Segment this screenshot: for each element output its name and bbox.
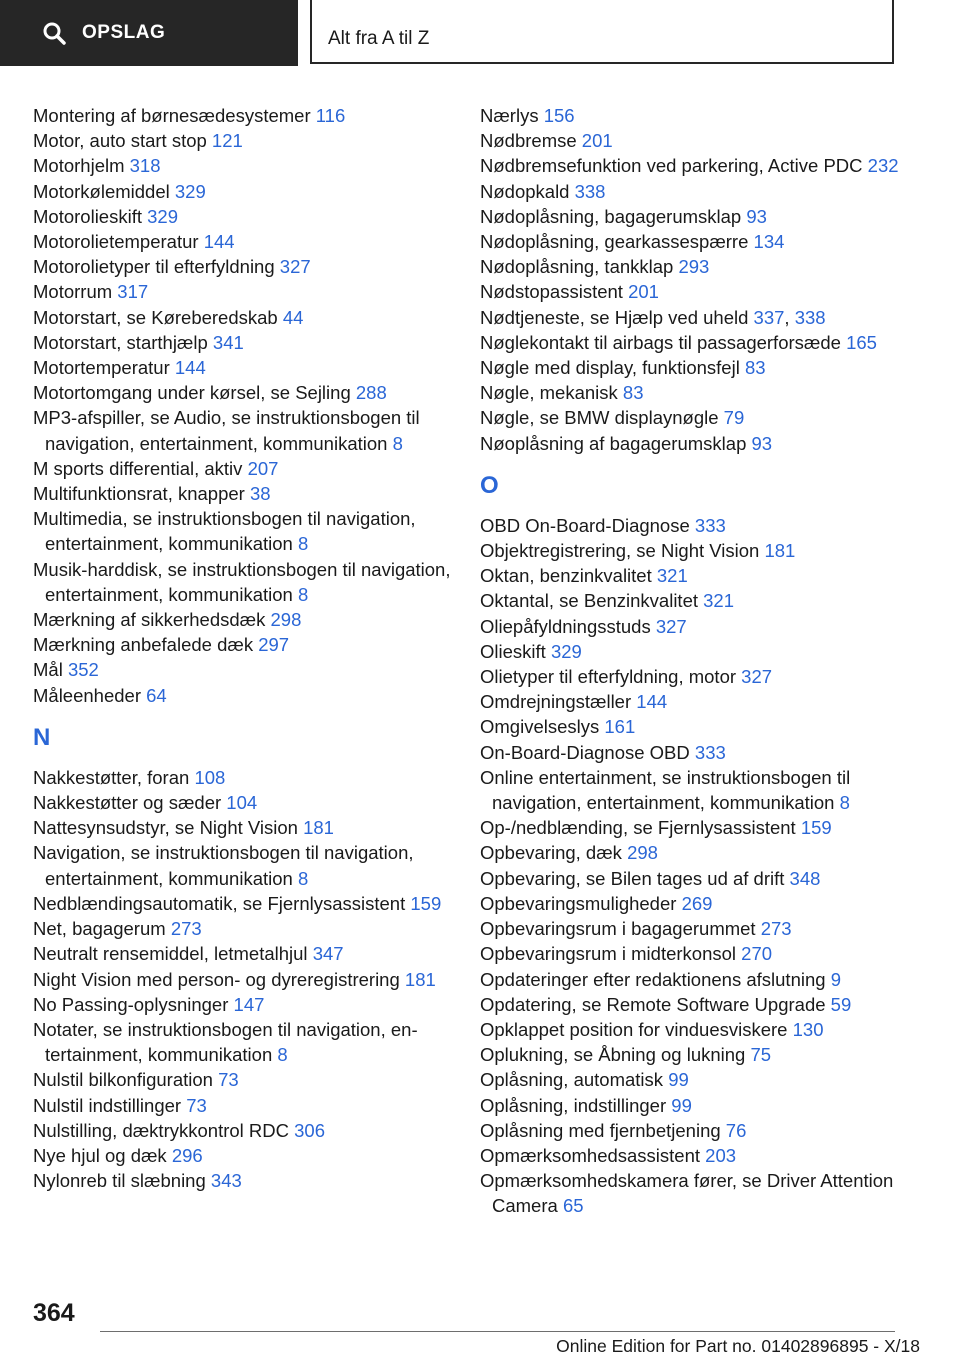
index-entry-text: M sports differential, aktiv: [33, 457, 248, 479]
index-entry-text: Nulstilling, dæktrykkontrol RDC: [33, 1119, 295, 1141]
index-entry-text: Nærlys: [480, 105, 544, 126]
page-link[interactable]: 288: [355, 382, 387, 404]
index-entry-text: Op-/nedblænding, se Fjernlysassistent: [480, 817, 801, 839]
footer-edition: Online Edition for Part no. 01402896895 - X/18: [556, 1336, 920, 1356]
index-entry-text: Motorstart, se Køreberedskab: [33, 306, 283, 328]
index-entry: [480, 639, 910, 664]
index-entry-text: Opmærksomhedskamera fører, se Driver Attention Camera: [480, 1170, 894, 1217]
page-link[interactable]: 201: [581, 130, 613, 152]
page-link[interactable]: 269: [681, 892, 713, 914]
page-link[interactable]: 297: [258, 634, 290, 656]
section-tab[interactable]: [0, 0, 298, 66]
page-link[interactable]: 161: [604, 716, 636, 738]
index-entry: [33, 1093, 463, 1118]
page-link[interactable]: 327: [279, 256, 311, 278]
index-entry-text: Motorkølemiddel: [33, 180, 175, 202]
index-entry: [480, 1042, 910, 1067]
index-entry-text: Olieskift: [480, 640, 551, 662]
index-entry-text: No Passing-oplysninger: [33, 993, 234, 1015]
index-entry: [33, 279, 463, 304]
page-link[interactable]: 341: [212, 331, 244, 353]
page-link[interactable]: 329: [550, 640, 582, 662]
index-entry: [33, 380, 463, 405]
index-entry: [33, 891, 463, 916]
index-entry-text: Nøgle, mekanisk: [480, 382, 623, 404]
index-entry: [480, 538, 910, 563]
chapter-header: [310, 0, 894, 64]
footer-divider: [100, 1331, 895, 1332]
page-link[interactable]: 99: [668, 1069, 689, 1091]
index-entry: [480, 815, 910, 840]
index-entry: [480, 689, 910, 714]
index-entry: [480, 305, 910, 330]
index-entry: [480, 254, 910, 279]
index-entry: [480, 664, 910, 689]
index-entry: [480, 866, 910, 891]
index-entry: [480, 588, 910, 613]
page-link[interactable]: 207: [247, 457, 279, 479]
page-link[interactable]: 273: [170, 918, 202, 940]
index-entry: [33, 1118, 463, 1143]
page-link[interactable]: 298: [270, 609, 302, 631]
page-link[interactable]: 159: [410, 892, 442, 914]
page-number: 364: [33, 1299, 75, 1327]
index-entry-text: Motortemperatur: [33, 357, 175, 379]
page-link[interactable]: 121: [211, 130, 243, 152]
page-link[interactable]: 8: [277, 1044, 288, 1066]
page-link[interactable]: 317: [117, 281, 149, 303]
page-link[interactable]: 327: [655, 615, 687, 637]
index-entry: [480, 153, 910, 178]
page-link[interactable]: 93: [746, 205, 767, 227]
index-entry: [480, 330, 910, 355]
index-entry: [33, 103, 463, 128]
index-letter-heading: O: [480, 471, 499, 499]
index-entry-text: Nattesynsudstyr, se Night Vision: [33, 817, 304, 839]
page-link[interactable]: 83: [622, 382, 644, 404]
index-entry: [33, 765, 463, 790]
index-entry: [480, 1143, 910, 1168]
page-link[interactable]: 159: [800, 817, 832, 839]
index-entry: [480, 103, 910, 128]
index-entry: [33, 1143, 463, 1168]
index-entry-text: On-Board-Diagnose OBD: [480, 741, 695, 763]
index-entry-text: Motortomgang under kørsel, se Sejling: [33, 382, 356, 404]
page-link[interactable]: 144: [636, 691, 668, 713]
index-entry: [33, 254, 463, 279]
page-link[interactable]: 296: [171, 1144, 203, 1166]
page-link[interactable]: 318: [129, 155, 161, 177]
page-link[interactable]: 181: [303, 817, 334, 839]
page-link[interactable]: 8: [297, 583, 309, 605]
index-entry-text: Navigation, se instruktionsbogen til navigation, entertainment, kommunikation: [33, 842, 414, 889]
index-entry-text: Mærkning af sikkerhedsdæk: [33, 609, 271, 631]
index-entry: [33, 305, 463, 330]
index-entry: [33, 916, 463, 941]
page-link[interactable]: 130: [792, 1018, 824, 1040]
index-entry: [33, 506, 463, 556]
index-entry-text: Oplåsning, automatisk: [480, 1069, 669, 1091]
index-entry-text: Objektregistrering, se Night Vision: [480, 540, 765, 562]
index-entry-text: Nakkestøtter og sæder: [33, 792, 227, 814]
index-entry-text: Motorolieskift: [33, 205, 148, 227]
index-entry: [33, 229, 463, 254]
index-entry: [480, 916, 910, 941]
index-entry: [33, 967, 463, 992]
index-entry: [33, 657, 463, 682]
index-entry: [480, 279, 910, 304]
index-entry: [33, 632, 463, 657]
index-entry-text: Oplukning, se Åbning og lukning: [480, 1044, 751, 1066]
index-entry-text: Nylonreb til slæbning: [33, 1170, 211, 1192]
page-link[interactable]: 156: [543, 105, 575, 126]
index-entry-text: Opbevaring, se Bilen tages ud af drift: [480, 867, 790, 889]
index-entry-text: Montering af børnesædesystemer: [33, 105, 316, 126]
page-link[interactable]: 9: [830, 968, 841, 990]
index-entry: [480, 714, 910, 739]
index-column-left: [33, 103, 463, 1193]
index-entry-text: Musik-harddisk, se instruktionsbogen til navigation, entertainment, kommunikation: [33, 558, 451, 605]
page-link[interactable]: 337: [753, 306, 785, 328]
index-entry-text: Net, bagagerum: [33, 918, 171, 940]
index-entry: [480, 128, 910, 153]
page-link[interactable]: 293: [678, 256, 710, 278]
index-entry-text: Olietyper til efterfyldning, motor: [480, 666, 742, 688]
index-entry: [480, 941, 910, 966]
page-link[interactable]: 333: [694, 514, 726, 536]
index-entry-text: Night Vision med person- og dyreregistrering: [33, 968, 405, 990]
index-entry: [33, 128, 463, 153]
page-link[interactable]: 203: [705, 1144, 737, 1166]
page-link[interactable]: 64: [146, 684, 167, 706]
index-entry: [33, 607, 463, 632]
index-entry: [33, 992, 463, 1017]
index-entry: [33, 683, 463, 708]
index-entry: [480, 967, 910, 992]
index-entry: [480, 204, 910, 229]
page-link[interactable]: 104: [226, 792, 258, 814]
index-entry: [33, 1017, 463, 1067]
index-entry-text: Nødoplåsning, gearkassespærre: [480, 231, 754, 253]
index-entry-text: Multimedia, se instruktionsbogen til navigation, entertainment, kommunikation: [33, 508, 416, 555]
page-link[interactable]: 83: [744, 357, 766, 379]
page-link[interactable]: 306: [294, 1119, 325, 1141]
index-entry: [33, 330, 463, 355]
page-link[interactable]: 79: [723, 407, 745, 429]
index-entry-text: Nødtjeneste, se Hjælp ved uheld: [480, 306, 754, 328]
index-entry-text: Nedblændingsautomatik, se Fjernlysassistent: [33, 892, 411, 914]
index-entry: [480, 1168, 910, 1218]
page-link[interactable]: 343: [210, 1170, 242, 1192]
index-entry-text: Opbevaringsmuligheder: [480, 892, 682, 914]
index-column-right: [480, 103, 910, 1219]
index-entry-text: Nulstil bilkonfiguration: [33, 1069, 219, 1091]
index-entry-text: Nødstopassistent: [480, 281, 629, 303]
index-entry-text: Nødbremsefunktion ved parkering, Active PDC: [480, 155, 868, 177]
index-entry-text: Opdatering, se Remote Software Upgrade: [480, 993, 831, 1015]
index-entry-text: Opbevaringsrum i bagagerummet: [480, 918, 761, 940]
index-entry-text: Nødopkald: [480, 180, 575, 202]
index-entry-text: Oliepåfyldningsstuds: [480, 615, 656, 637]
index-entry: [480, 840, 910, 865]
index-entry: [33, 557, 463, 607]
page-link[interactable]: 321: [656, 565, 688, 587]
index-entry-text: Omdrejningstæller: [480, 691, 637, 713]
page-link[interactable]: 147: [233, 993, 265, 1015]
page-link[interactable]: 352: [67, 659, 99, 681]
index-entry: [33, 815, 463, 840]
page-link[interactable]: 134: [753, 231, 785, 253]
index-entry-text: Måleenheder: [33, 684, 147, 706]
index-entry: [33, 456, 463, 481]
index-entry: [33, 840, 463, 890]
index-entry: [480, 765, 910, 815]
index-entry: [33, 481, 463, 506]
page-link[interactable]: 181: [404, 968, 436, 990]
page-link[interactable]: 73: [218, 1069, 239, 1091]
index-entry: [480, 563, 910, 588]
index-entry: [480, 1093, 910, 1118]
index-entry-text: Motorhjelm: [33, 155, 130, 177]
page-link[interactable]: 338: [794, 306, 826, 328]
index-entry-text: Nøgle, se BMW displaynøgle: [480, 407, 724, 429]
index-entry-text: Nødoplåsning, bagagerumsklap: [480, 205, 747, 227]
page-link[interactable]: 144: [203, 231, 235, 253]
index-letter-heading: N: [33, 723, 51, 751]
index-entry-text: Opbevaring, dæk: [480, 842, 628, 864]
page-link[interactable]: 76: [725, 1119, 747, 1141]
index-entry-text: Multifunktionsrat, knapper: [33, 483, 250, 505]
page-link[interactable]: 201: [628, 281, 659, 303]
page-link[interactable]: 348: [789, 867, 821, 889]
page-separator: ,: [784, 306, 795, 328]
index-entry-text: Motorstart, starthjælp: [33, 331, 213, 353]
search-icon: [42, 21, 66, 45]
index-entry: [33, 790, 463, 815]
index-entry: [33, 179, 463, 204]
index-entry: [480, 1118, 910, 1143]
index-entry-text: Mærkning anbefalede dæk: [33, 634, 259, 656]
page-link[interactable]: 44: [282, 306, 304, 328]
index-entry-text: Nødbremse: [480, 130, 582, 152]
page-link[interactable]: 108: [194, 766, 226, 788]
page-link[interactable]: 59: [830, 993, 852, 1015]
index-entry-text: Nye hjul og dæk: [33, 1144, 172, 1166]
index-entry-text: Motorolietyper til efterfyldning: [33, 256, 280, 278]
index-entry-text: Nøgle med display, funktionsfejl: [480, 357, 745, 379]
index-entry: [33, 1168, 463, 1193]
index-entry: [480, 1017, 910, 1042]
index-entry: [480, 380, 910, 405]
page-link[interactable]: 321: [703, 590, 735, 612]
index-entry: [480, 614, 910, 639]
index-entry-text: Nakkestøtter, foran: [33, 766, 195, 788]
chapter-title: Alt fra A til Z: [328, 28, 430, 49]
page-link[interactable]: 8: [839, 792, 850, 814]
page-link[interactable]: 181: [764, 540, 796, 562]
index-entry: [480, 992, 910, 1017]
page-link[interactable]: 333: [694, 741, 726, 763]
index-entry-text: Oplåsning, indstillinger: [480, 1094, 672, 1116]
page-link[interactable]: 327: [741, 666, 773, 688]
index-entry: [480, 229, 910, 254]
page-link[interactable]: 298: [627, 842, 658, 864]
page-link[interactable]: 99: [671, 1094, 692, 1116]
index-entry-text: Nulstil indstillinger: [33, 1094, 187, 1116]
index-entry-text: Motorrum: [33, 281, 118, 303]
index-entry-text: Nødoplåsning, tankklap: [480, 256, 679, 278]
page-link[interactable]: 270: [741, 943, 773, 965]
page-link[interactable]: 73: [186, 1094, 207, 1116]
page-link[interactable]: 273: [760, 918, 792, 940]
index-entry-text: Opklappet position for vinduesviskere: [480, 1018, 793, 1040]
index-entry-text: Notater, se instruktionsbogen til navigation, entertainment, kommunikation: [33, 1018, 418, 1066]
index-entry-text: Opmærksomhedsassistent: [480, 1144, 706, 1166]
index-entry: [480, 740, 910, 765]
index-entry-text: Opbevaringsrum i midterkonsol: [480, 943, 742, 965]
page-link[interactable]: 329: [174, 180, 206, 202]
page-link[interactable]: 165: [846, 331, 877, 353]
index-entry-text: MP3-afspiller, se Audio, se instruktionsbogen til navigation, entertainment, kommunikation: [33, 407, 420, 454]
index-entry-text: Motorolietemperatur: [33, 231, 204, 253]
index-entry-text: Oktantal, se Benzinkvalitet: [480, 590, 704, 612]
index-entry: [480, 355, 910, 380]
index-entry: [480, 1067, 910, 1092]
page-link[interactable]: 38: [249, 483, 271, 505]
page-link[interactable]: 8: [297, 867, 309, 889]
index-entry: [480, 513, 910, 538]
page-link[interactable]: 116: [315, 105, 346, 126]
page-link[interactable]: 347: [312, 943, 344, 965]
index-entry-text: Mål: [33, 659, 68, 681]
index-entry: [480, 431, 910, 456]
page-link[interactable]: 93: [751, 432, 773, 454]
page-link[interactable]: 338: [574, 180, 606, 202]
page-link[interactable]: 8: [392, 432, 403, 454]
index-entry: [33, 941, 463, 966]
index-entry-text: Omgivelseslys: [480, 716, 605, 738]
page-link[interactable]: 65: [562, 1195, 584, 1217]
page-link[interactable]: 329: [147, 205, 178, 227]
index-entry: [480, 891, 910, 916]
index-entry: [480, 179, 910, 204]
index-entry-text: Opdateringer efter redaktionens afslutning: [480, 968, 831, 990]
page-link[interactable]: 144: [174, 357, 206, 379]
index-entry-text: Neutralt rensemiddel, letmetalhjul: [33, 943, 313, 965]
page-link[interactable]: 75: [750, 1044, 772, 1066]
index-entry-text: OBD On-Board-Diagnose: [480, 514, 695, 536]
section-label: OPSLAG: [82, 22, 166, 43]
index-entry: [33, 204, 463, 229]
index-entry-text: Oktan, benzinkvalitet: [480, 565, 657, 587]
index-entry: [33, 355, 463, 380]
index-entry: [33, 1067, 463, 1092]
index-entry-text: Online entertainment, se instruktionsbogen til navigation, entertainment, kommunikation: [480, 766, 851, 814]
index-entry-text: Motor, auto start stop: [33, 130, 212, 152]
index-entry: [33, 153, 463, 178]
index-entry-text: Nøoplåsning af bagagerumsklap: [480, 432, 752, 454]
index-entry-text: Oplåsning med fjernbetjening: [480, 1119, 726, 1141]
index-entry-text: Nøglekontakt til airbags til passagerforsæde: [480, 331, 847, 353]
page-link[interactable]: 232: [867, 155, 899, 177]
index-entry: [33, 405, 463, 455]
index-entry: [480, 405, 910, 430]
page-link[interactable]: 8: [297, 533, 309, 555]
